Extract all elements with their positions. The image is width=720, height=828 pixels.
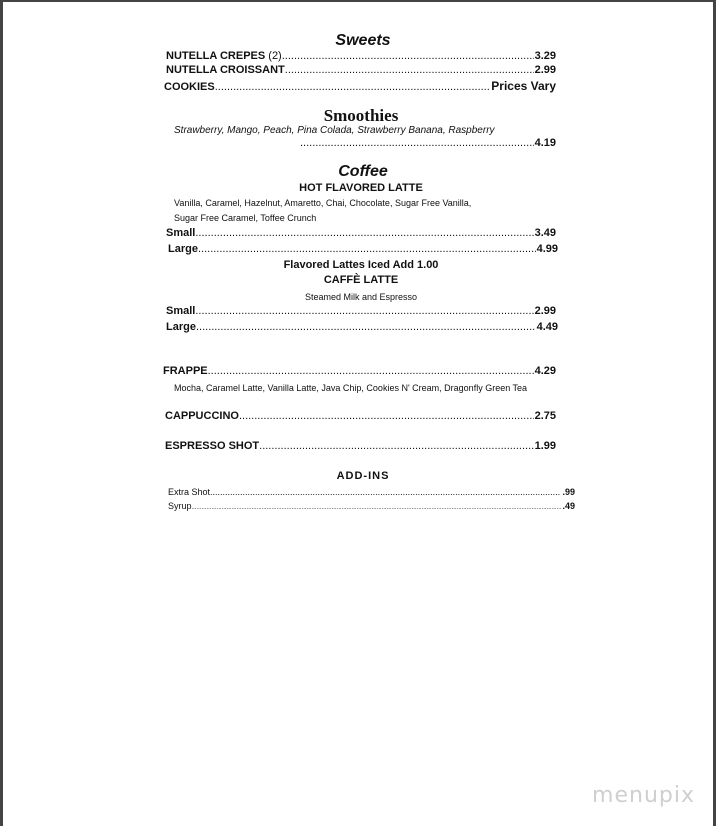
- menu-item-hot-latte-small: [166, 227, 556, 239]
- addins-heading: ADD-INS: [336, 470, 390, 482]
- item-price: 2.99: [534, 305, 556, 317]
- item-price: 4.19: [534, 137, 556, 149]
- item-price: 2.99: [534, 64, 556, 76]
- item-name: FRAPPE: [163, 365, 208, 377]
- item-name: NUTELLA CROISSANT: [166, 64, 285, 76]
- item-name: COOKIES: [164, 81, 215, 93]
- item-name: Syrup: [168, 501, 192, 511]
- item-name: Large: [168, 243, 198, 255]
- smoothies-flavors: Strawberry, Mango, Peach, Pina Colada, Strawberry Banana, Raspberry: [174, 125, 495, 136]
- menu-item-cookies: [164, 79, 556, 93]
- leader-dots: [259, 440, 533, 452]
- item-name: Large: [166, 321, 196, 333]
- leader-dots: [196, 321, 536, 333]
- leader-dots: [239, 410, 534, 422]
- leader-dots: [210, 487, 561, 497]
- leader-dots: [208, 365, 534, 377]
- menu-item-extra-shot: [168, 487, 575, 497]
- iced-note: Flavored Lattes Iced Add 1.00: [283, 259, 439, 271]
- item-price: 3.49: [534, 227, 556, 239]
- menu-item-syrup: [168, 501, 575, 511]
- menu-item-cappuccino: [165, 410, 556, 422]
- item-price: 2.75: [534, 410, 556, 422]
- smoothies-heading: Smoothies: [323, 106, 399, 125]
- hot-latte-heading: HOT FLAVORED LATTE: [299, 182, 423, 194]
- item-name: Extra Shot: [168, 487, 211, 497]
- item-name: ESPRESSO SHOT: [165, 440, 260, 452]
- caffe-latte-desc: Steamed Milk and Espresso: [304, 292, 418, 302]
- item-price: 4.99: [536, 243, 558, 255]
- smoothies-price-row: [300, 137, 556, 149]
- leader-dots: [285, 64, 534, 76]
- frappe-flavors: Mocha, Caramel Latte, Vanilla Latte, Java Chip, Cookies N' Cream, Dragonfly Green Tea: [174, 383, 528, 393]
- menu-item-nutella-crepes: [166, 50, 556, 62]
- item-price: Prices Vary: [491, 79, 556, 93]
- leader-dots: [195, 305, 533, 317]
- item-price: 3.29: [534, 50, 556, 62]
- item-price: .99: [562, 487, 575, 497]
- hot-latte-flavors-line1: Vanilla, Caramel, Hazelnut, Amaretto, Chai, Chocolate, Sugar Free Vanilla,: [174, 198, 472, 208]
- item-price: .49: [562, 501, 575, 511]
- item-price: 4.49: [536, 321, 558, 333]
- menu-item-espresso-shot: [165, 440, 556, 452]
- coffee-heading: Coffee: [338, 163, 388, 180]
- hot-latte-flavors-line2: Sugar Free Caramel, Toffee Crunch: [174, 213, 317, 223]
- menu-item-caffe-latte-small: [166, 305, 556, 317]
- item-note: (2): [268, 50, 282, 62]
- item-name: Small: [166, 305, 196, 317]
- menu-item-frappe: [163, 365, 556, 377]
- item-price: 1.99: [534, 440, 556, 452]
- leader-dots: [195, 227, 533, 239]
- leader-dots: [300, 137, 534, 149]
- menu-item-nutella-croissant: [166, 64, 556, 76]
- watermark-logo: menupix: [592, 783, 695, 808]
- leader-dots: [198, 243, 536, 255]
- caffe-latte-heading: CAFFÈ LATTE: [323, 274, 399, 286]
- item-name: CAPPUCCINO: [165, 410, 239, 422]
- item-name: Small: [166, 227, 196, 239]
- item-price: 4.29: [534, 365, 556, 377]
- leader-dots: [192, 505, 562, 511]
- leader-dots: [282, 50, 534, 62]
- leader-dots: [215, 81, 491, 93]
- item-name: NUTELLA CREPES: [166, 50, 266, 62]
- sweets-heading: Sweets: [335, 32, 391, 49]
- menu-item-hot-latte-large: [168, 243, 558, 255]
- menu-item-caffe-latte-large: [166, 321, 558, 333]
